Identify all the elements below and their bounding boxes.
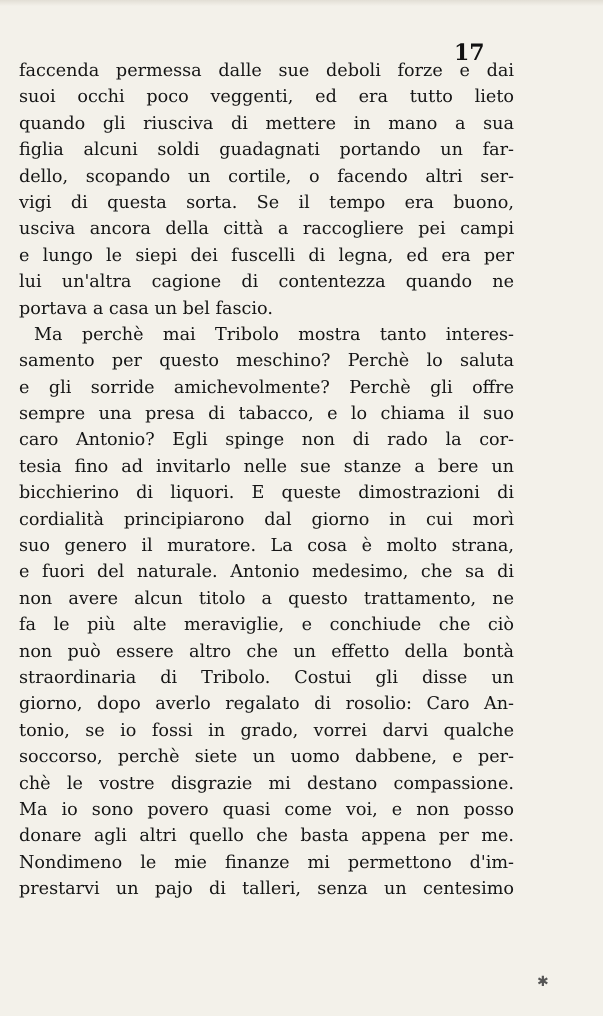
text-line: non può essere altro che un effetto della bontà: [19, 641, 514, 662]
text-line: prestarvi un pajo di talleri, senza un centesimo: [19, 879, 514, 900]
text-line: e fuori del naturale. Antonio medesimo, che sa di: [19, 562, 514, 583]
text-line: sempre una presa di tabacco, e lo chiama il suo: [19, 404, 514, 425]
text-line: bicchierino di liquori. E queste dimostrazioni di: [19, 483, 514, 504]
text-line: chè le vostre disgrazie mi destano compassione.: [19, 773, 514, 794]
text-line: Nondimeno le mie finanze mi permettono d'im-: [19, 852, 514, 873]
text-line: samento per questo meschino? Perchè lo saluta: [19, 351, 514, 372]
printer-ornament: ✱: [537, 974, 549, 990]
text-line: cordialità principiarono dal giorno in cui morì: [19, 509, 514, 530]
text-line: giorno, dopo averlo regalato di rosolio: Caro An-: [19, 694, 514, 715]
text-line: tonio, se io fossi in grado, vorrei darvi qualche: [19, 720, 514, 741]
text-line: straordinaria di Tribolo. Costui gli disse un: [19, 667, 514, 688]
text-line: suoi occhi poco veggenti, ed era tutto lieto: [19, 87, 514, 108]
body-text: [19, 58, 514, 903]
scan-edge: [0, 0, 603, 6]
text-line: figlia alcuni soldi guadagnati portando un far-: [19, 140, 514, 161]
text-line: soccorso, perchè siete un uomo dabbene, e per-: [19, 747, 514, 768]
text-line: usciva ancora della città a raccogliere pei campi: [19, 219, 514, 240]
paragraph-end-line: portava a casa un bel fascio.: [19, 298, 273, 319]
text-line: lui un'altra cagione di contentezza quando ne: [19, 272, 514, 293]
text-line: vigi di questa sorta. Se il tempo era buono,: [19, 192, 514, 213]
paragraph-start-line: Ma perchè mai Tribolo mostra tanto interes-: [34, 324, 514, 345]
page-number: 17: [454, 40, 485, 66]
text-line: fa le più alte meraviglie, e conchiude che ciò: [19, 615, 514, 636]
text-line: donare agli altri quello che basta appena per me.: [19, 826, 514, 847]
text-line: faccenda permessa dalle sue deboli forze e dai: [19, 61, 514, 81]
text-line: caro Antonio? Egli spinge non di rado la cor-: [19, 430, 514, 451]
text-line: tesia fino ad invitarlo nelle sue stanze a bere un: [19, 456, 514, 477]
text-line: e lungo le siepi dei fuscelli di legna, ed era per: [19, 245, 514, 266]
text-line: Ma io sono povero quasi come voi, e non posso: [19, 799, 514, 820]
text-line: non avere alcun titolo a questo trattamento, ne: [19, 588, 514, 609]
text-line: e gli sorride amichevolmente? Perchè gli offre: [19, 377, 514, 398]
text-line: quando gli riusciva di mettere in mano a sua: [19, 113, 514, 134]
text-line: dello, scopando un cortile, o facendo altri ser-: [19, 166, 514, 187]
text-line: suo genero il muratore. La cosa è molto strana,: [19, 536, 514, 557]
